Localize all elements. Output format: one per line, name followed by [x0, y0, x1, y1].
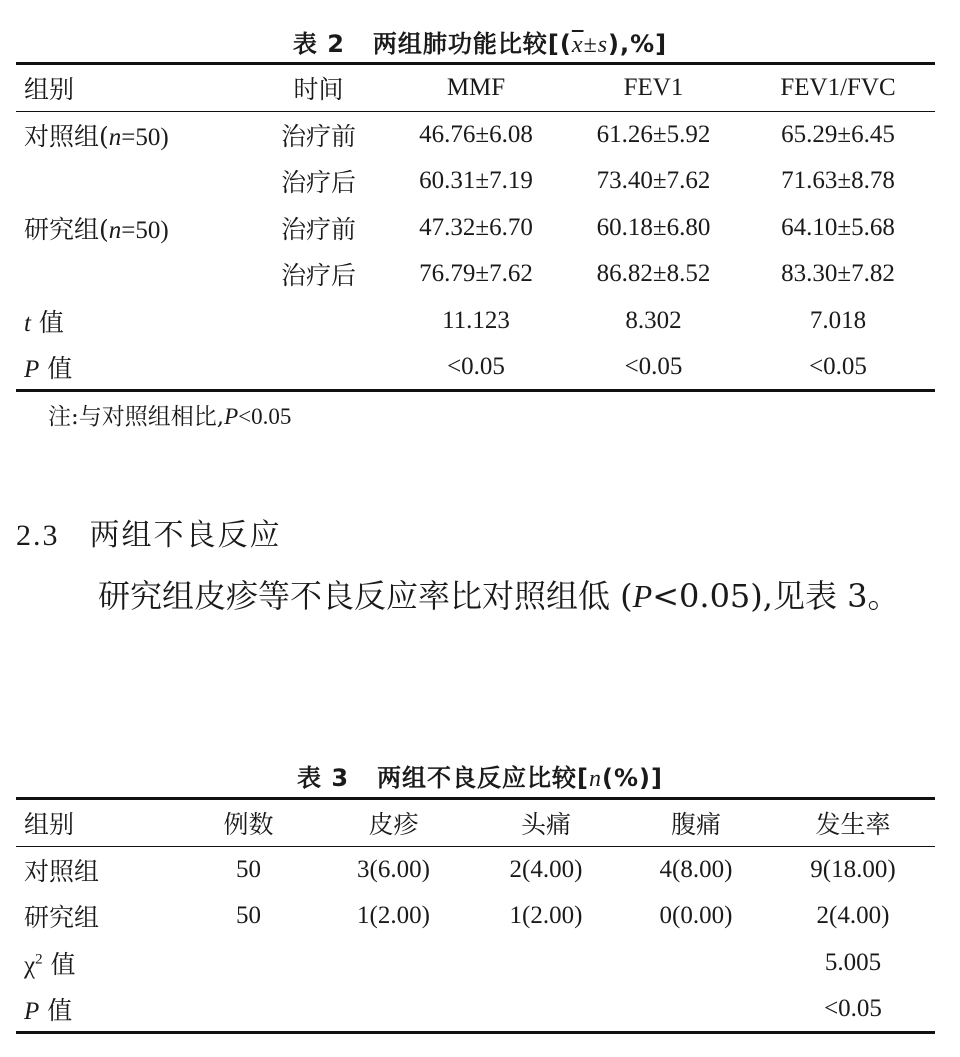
table3-header-abdominal: 腹痛	[621, 799, 771, 847]
empty-cell	[316, 940, 471, 987]
table3-caption-tail: (%)]	[602, 764, 663, 792]
p-ratio: <0.05	[741, 344, 935, 391]
value-word: 值	[42, 949, 76, 979]
table2-note	[48, 398, 291, 431]
section-title: 两组不良反应	[89, 518, 282, 553]
empty-cell	[251, 344, 386, 391]
table3-header-rate: 发生率	[771, 799, 935, 847]
chi-superscript: 2	[35, 951, 43, 968]
table2-header-mmf: MMF	[386, 64, 566, 112]
table2-cell-fev1: 73.40±7.62	[596, 167, 711, 195]
paragraph-text: 研究组皮疹等不良反应率比对照组低 (	[98, 577, 633, 615]
table3-cell-headache: 1(2.00)	[509, 902, 583, 930]
group-label: 研究组(	[24, 214, 109, 244]
table2-header-fev1: FEV1	[566, 64, 741, 112]
paragraph-p-symbol: P	[632, 578, 653, 614]
table3-caption-number: 表 3	[297, 764, 350, 792]
table-row	[16, 251, 935, 298]
value-word: 值	[30, 307, 64, 337]
table2-cell-time: 治疗后	[280, 261, 356, 291]
value-word: 值	[39, 995, 73, 1025]
table3-header-count: 例数	[181, 799, 316, 847]
empty-cell	[181, 986, 316, 1033]
table2-cell-fev1: 61.26±5.92	[596, 121, 711, 148]
table2	[16, 62, 935, 392]
table2-header-row	[16, 64, 935, 112]
t-mmf: 11.123	[442, 306, 510, 334]
table2-caption	[0, 24, 960, 59]
table3-cell-rate: 9(18.00)	[810, 856, 896, 883]
n-label: n	[108, 216, 122, 244]
p-mmf: <0.05	[386, 344, 566, 391]
table2-cell-ratio: 83.30±7.82	[781, 260, 895, 288]
table2-caption-s: s	[597, 32, 609, 58]
table2-t-row	[16, 298, 935, 345]
table2-cell-mmf: 60.31±7.19	[419, 167, 533, 195]
table3	[16, 797, 935, 1034]
p-symbol: P	[24, 997, 40, 1025]
table2-header-ratio: FEV1/FVC	[741, 64, 935, 112]
table2-cell-fev1: 86.82±8.52	[596, 260, 711, 288]
table2-cell-time: 治疗后	[280, 168, 356, 198]
empty-cell	[621, 986, 771, 1033]
table2-cell-group	[16, 251, 251, 298]
table2-cell-mmf: 76.79±7.62	[419, 260, 533, 288]
table-row	[16, 112, 935, 159]
table2-header-time: 时间	[251, 64, 386, 112]
table2-cell-mmf: 47.32±6.70	[419, 213, 533, 241]
table3-caption-title: 两组不良反应比较[	[377, 764, 590, 792]
table3-cell-abdominal: 0(0.00)	[659, 902, 733, 930]
table2-cell-group	[16, 158, 251, 205]
table3-cell-rate: 2(4.00)	[816, 902, 890, 930]
table3-header-rash: 皮疹	[316, 799, 471, 847]
table2-header-group: 组别	[16, 64, 251, 112]
chi-symbol: χ	[24, 951, 36, 979]
section-heading	[16, 510, 282, 554]
table3-cell-group: 研究组	[24, 903, 100, 933]
body-paragraph	[16, 568, 935, 624]
table3-p-row	[16, 986, 935, 1033]
empty-cell	[471, 986, 621, 1033]
p-value-label	[16, 986, 181, 1033]
table3-cell-headache: 2(4.00)	[509, 856, 583, 883]
note-tail: <0.05	[238, 404, 292, 429]
chi-square-label	[16, 940, 181, 987]
empty-cell	[471, 940, 621, 987]
table2-cell-ratio: 71.63±8.78	[781, 167, 895, 195]
n-value: =50)	[121, 124, 169, 151]
t-value-label	[16, 298, 251, 345]
table3-header-group: 组别	[16, 799, 181, 847]
section-number: 2.3	[16, 519, 60, 552]
n-value: =50)	[121, 216, 169, 244]
table-row	[16, 158, 935, 205]
table2-cell-ratio: 64.10±5.68	[781, 213, 895, 241]
table2-p-row	[16, 344, 935, 391]
table-row	[16, 847, 935, 894]
table3-chi-row	[16, 940, 935, 987]
note-p-symbol: P	[224, 404, 239, 429]
table2-cell-ratio: 65.29±6.45	[781, 121, 895, 148]
table3-header-row	[16, 799, 935, 847]
empty-cell	[251, 298, 386, 345]
group-label: 对照组(	[24, 122, 109, 151]
table2-caption-pm: ±	[583, 32, 598, 58]
table-row	[16, 893, 935, 940]
table3-cell-group: 对照组	[24, 857, 100, 886]
empty-cell	[181, 940, 316, 987]
chi-rate: 5.005	[824, 948, 882, 976]
t-ratio: 7.018	[809, 306, 867, 334]
t-fev1: 8.302	[625, 306, 682, 334]
p-rate: <0.05	[771, 986, 935, 1033]
table2-cell-group	[16, 205, 251, 252]
table3-cell-count: 50	[236, 902, 261, 930]
n-label: n	[108, 124, 122, 151]
paragraph-text-tail: <0.05),见表 3。	[652, 577, 900, 615]
value-word: 值	[39, 353, 73, 383]
table-row	[16, 205, 935, 252]
table2-cell-group	[16, 112, 251, 159]
empty-cell	[316, 986, 471, 1033]
table2-caption-number: 表 2	[292, 30, 345, 58]
p-fev1: <0.05	[566, 344, 741, 391]
table2-caption-xbar: $\overline{x}$	[571, 32, 584, 58]
table2-caption-title: 两组肺功能比较[(	[372, 30, 572, 58]
table3-cell-rash: 3(6.00)	[357, 856, 430, 883]
note-text: 注:与对照组相比,	[48, 404, 225, 430]
table2-cell-time: 治疗前	[280, 122, 356, 151]
table2-cell-mmf: 46.76±6.08	[419, 121, 533, 148]
table3-cell-rash: 1(2.00)	[357, 902, 430, 930]
table3-cell-abdominal: 4(8.00)	[659, 856, 733, 883]
p-symbol: P	[24, 355, 40, 383]
table3-header-headache: 头痛	[471, 799, 621, 847]
table2-cell-fev1: 60.18±6.80	[596, 213, 711, 241]
table3-caption-n: n	[589, 766, 603, 792]
table3-caption	[0, 758, 960, 793]
table2-caption-tail: ),%]	[608, 30, 668, 58]
empty-cell	[621, 940, 771, 987]
table2-cell-time: 治疗前	[280, 214, 356, 244]
t-symbol: t	[24, 309, 31, 337]
table3-cell-count: 50	[236, 856, 261, 883]
p-value-label	[16, 344, 251, 391]
